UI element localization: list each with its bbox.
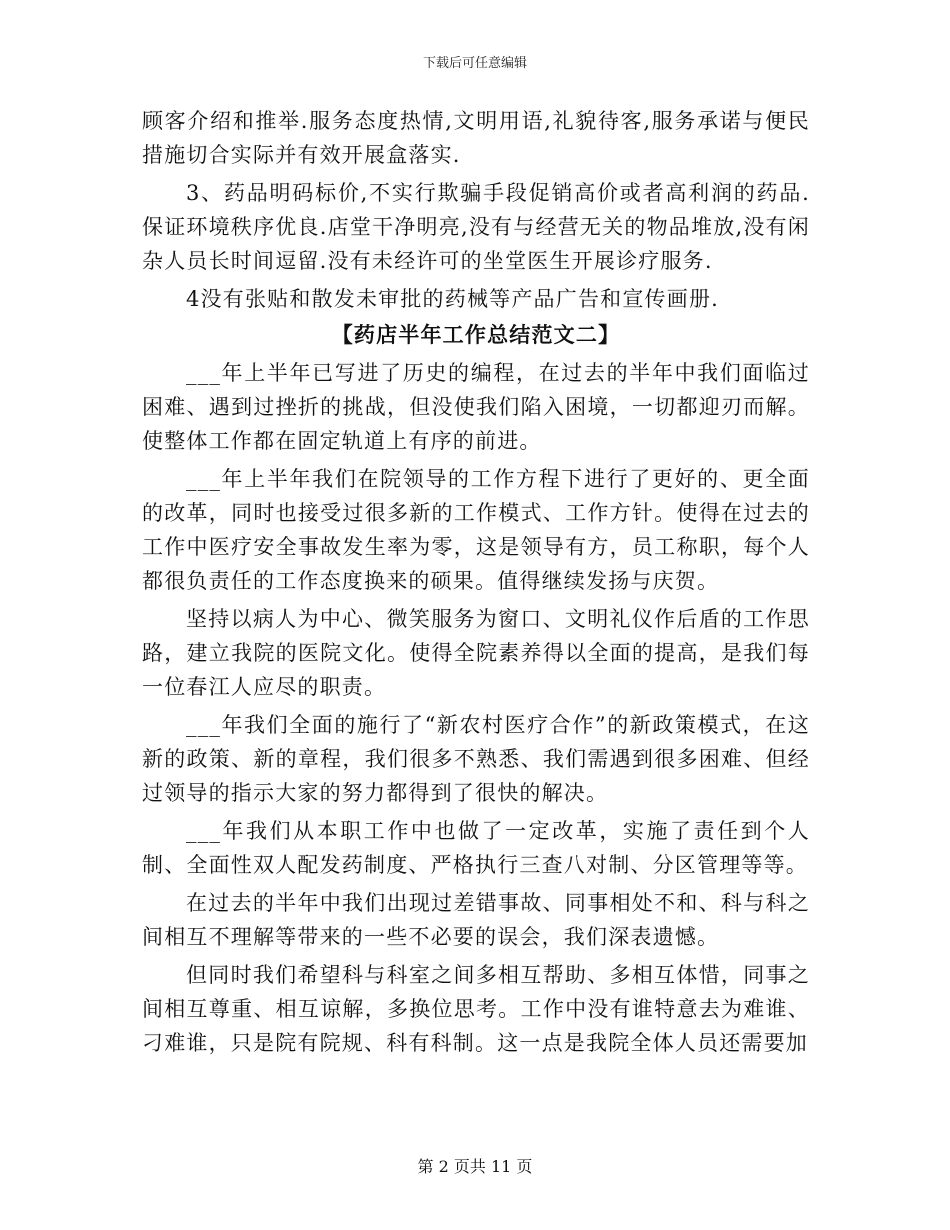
document-body xyxy=(142,104,810,1064)
paragraph: 顾客介绍和推举.服务态度热情,文明用语,礼貌待客,服务承诺与便民措施切合实际并有效开展盒落实. xyxy=(142,109,810,167)
section-heading: 【药店半年工作总结范文二】 xyxy=(331,322,621,347)
paragraph: 3、药品明码标价,不实行欺骗手段促销高价或者高利润的药品.保证环境秩序优良.店堂干净明亮,没有与经营无关的物品堆放,没有闲杂人员长时间逗留.没有未经许可的坐堂医生开展诊疗服务. xyxy=(142,181,810,273)
page-footer: 第 2 页共 11 页 xyxy=(417,1157,533,1176)
paragraph: ___年我们全面的施行了“新农村医疗合作”的新政策模式，在这新的政策、新的章程，我们很多不熟悉、我们需遇到很多困难、但经过领导的指示大家的努力都得到了很快的解决。 xyxy=(142,713,810,805)
paragraph: ___年上半年已写进了历史的编程，在过去的半年中我们面临过困难、遇到过挫折的挑战，但没使我们陷入困境，一切都迎刃而解。使整体工作都在固定轨道上有序的前进。 xyxy=(142,361,810,453)
paragraph: 在过去的半年中我们出现过差错事故、同事相处不和、科与科之间相互不理解等带来的一些不必要的误会，我们深表遗憾。 xyxy=(142,891,810,949)
page-header: 下载后可任意编辑 xyxy=(422,56,527,71)
paragraph: ___年我们从本职工作中也做了一定改革，实施了责任到个人制、全面性双人配发药制度、严格执行三查八对制、分区管理等等。 xyxy=(142,819,810,877)
paragraph: 坚持以病人为中心、微笑服务为窗口、文明礼仪作后盾的工作思路，建立我院的医院文化。使得全院素养得以全面的提高，是我们每一位春江人应尽的职责。 xyxy=(142,607,810,699)
paragraph: 4没有张贴和散发未审批的药械等产品广告和宣传画册. xyxy=(186,287,720,311)
paragraph: 但同时我们希望科与科室之间多相互帮助、多相互体惜，同事之间相互尊重、相互谅解，多换位思考。工作中没有谁特意去为难谁、刁难谁，只是院有院规、科有科制。这一点是我院全体人员还需要加 xyxy=(142,963,810,1055)
paragraph: ___年上半年我们在院领导的工作方程下进行了更好的、更全面的改革，同时也接受过很多新的工作模式、工作方针。使得在过去的工作中医疗安全事故发生率为零，这是领导有方，员工称职，每个人都很负责任的工作态度换来的硕果。值得继续发扬与庆贺。 xyxy=(142,467,810,593)
